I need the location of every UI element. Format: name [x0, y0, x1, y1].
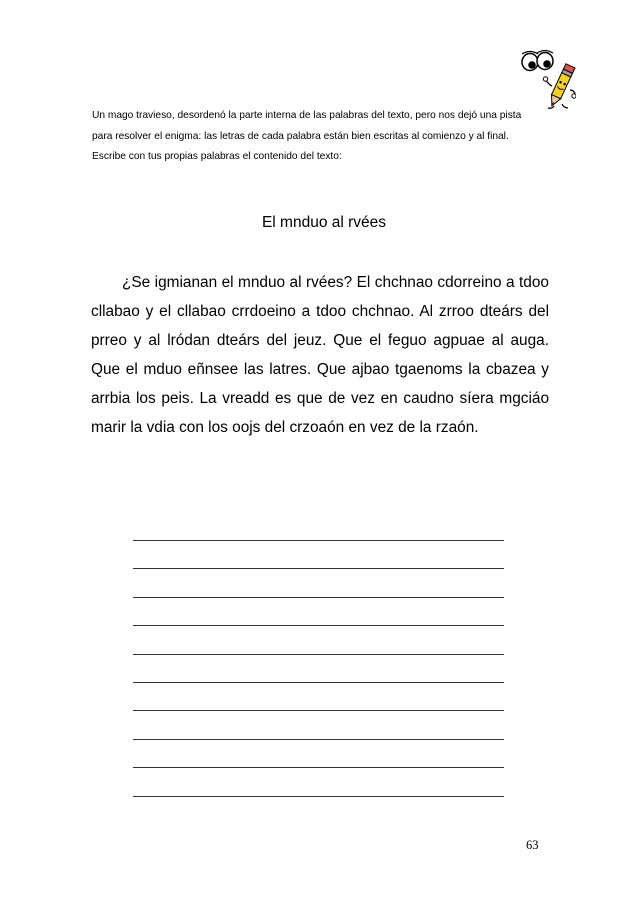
answer-line[interactable]: [133, 682, 504, 710]
text-title: El mnduo al rvées: [261, 214, 387, 231]
scrambled-text-paragraph: ¿Se igmianan el mnduo al rvées? El chchnao cdorreino a tdoo cllabao y el cllabao crrdoeino a tdoo chchnao. Al zrroo dteárs del prreo y al lródan dteárs del jeuz. Que el feguo agpuae al auga. Que el mduo eñnsee las latres. Que ajbao tgaenoms la cbazea y arrbia los peis. La vreadd es que de vez en caudno síera mgciáo marir la vdia con los oojs del crzoaón en vez de la rzaón.: [91, 274, 549, 436]
answer-lines: [133, 540, 504, 824]
answer-line[interactable]: [133, 625, 504, 653]
instructions-line-1: Un mago travieso, desordenó la parte interna de las palabras del texto, pero nos dejó una pista: [92, 110, 522, 121]
answer-line[interactable]: [133, 710, 504, 738]
instructions-line-3: Escribe con tus propias palabras el contenido del texto:: [92, 151, 342, 162]
instructions-line-2: para resolver el enigma: las letras de cada palabra están bien escritas al comienzo y al final.: [92, 130, 509, 142]
answer-line[interactable]: [133, 597, 504, 625]
pencil-mascot-icon: [518, 50, 576, 110]
answer-line[interactable]: [133, 540, 504, 568]
answer-line[interactable]: [133, 796, 504, 824]
answer-line[interactable]: [133, 654, 504, 682]
instructions: [92, 106, 552, 168]
page-number: 63: [526, 838, 539, 852]
answer-line[interactable]: [133, 767, 504, 795]
answer-line[interactable]: [133, 739, 504, 767]
answer-line[interactable]: [133, 568, 504, 596]
